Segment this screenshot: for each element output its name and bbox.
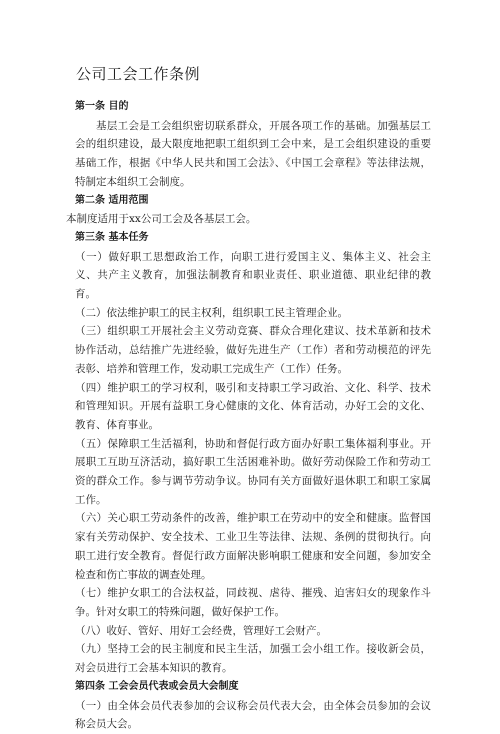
section-heading: 第二条 适用范围	[75, 194, 149, 206]
paragraph: （八）收好、管好、用好工会经费，管理好工会财产。	[75, 624, 327, 637]
section-heading: 第三条 基本任务	[75, 231, 149, 243]
paragraph: （五）保障职工生活福利，协助和督促行政方面办好职工集体福利事业。开展职工互助互济活动，搞好职工生活困难补助。做好劳动保险工作和劳动工资的群众工作。参与调节劳动争议。协同有关方面做好退休职工和职工家属工作。	[75, 437, 431, 506]
paragraph: （一）做好职工思想政治工作，向职工进行爱国主义、集体主义、社会主义、共产主义教育，加强法制教育和职业责任、职业道德、职业纪律的教育。	[75, 250, 431, 301]
section-scope	[66, 192, 431, 229]
paragraph: （七）维护女职工的合法权益，同歧视、虐待、摧残、迫害妇女的现象作斗争。针对女职工的特殊问题，做好保护工作。	[75, 587, 431, 618]
document-title: 公司工会工作条例	[76, 65, 201, 83]
paragraph: 本制度适用于xx公司工会及各基层工会。	[66, 213, 257, 226]
paragraph: （二）依法维护职工的民主权利，组织职工民主管理企业。	[75, 306, 348, 319]
section-purpose	[75, 98, 431, 192]
paragraph: （一）由全体会员代表参加的会议称会员代表大会，由全体会员参加的会议称会员大会。	[75, 699, 431, 731]
paragraph: （三）组织职工开展社会主义劳动竞赛、群众合理化建议、技术革新和技术协作活动，总结推广先进经验，做好先进生产（工作）者和劳动模范的评先表彰、培养和管理工作，发动职工完成生产（工作）任务。	[75, 325, 431, 375]
paragraph: （四）维护职工的学习权利，吸引和支持职工学习政治、文化、科学、技术和管理知识。开展有益职工身心健康的文化、体育活动，办好工会的文化、教育、体育事业。	[75, 381, 431, 431]
section-heading: 第一条 目的	[75, 101, 129, 112]
paragraph: （六）关心职工劳动条件的改善，维护职工在劳动中的安全和健康。监督国家有关劳动保护、安全技术、工业卫生等法律、法规、条例的贯彻执行。向职工进行安全教育。督促行政方面解决影响职工健康和安全问题，参加安全检查和伤亡事故的调查处理。	[75, 512, 431, 581]
paragraph: （九）坚持工会的民主制度和民主生活，加强工会小组工作。接收新会员，对会员进行工会基本知识的教育。	[75, 643, 431, 675]
section-heading: 第四条 工会会员代表或会员大会制度	[75, 680, 239, 692]
section-basic-tasks	[75, 229, 431, 678]
section-congress-system	[75, 678, 431, 734]
document-body	[66, 98, 431, 734]
paragraph: 基层工会是工会组织密切联系群众，开展各项工作的基础。加强基层工会的组织建设，最大限度地把职工组织到工会中来，是工会组织建设的重要基础工作，根据《中华人民共和国工会法》、《中国工会章程》等法律法规，特制定本组织工会制度。	[75, 119, 431, 188]
